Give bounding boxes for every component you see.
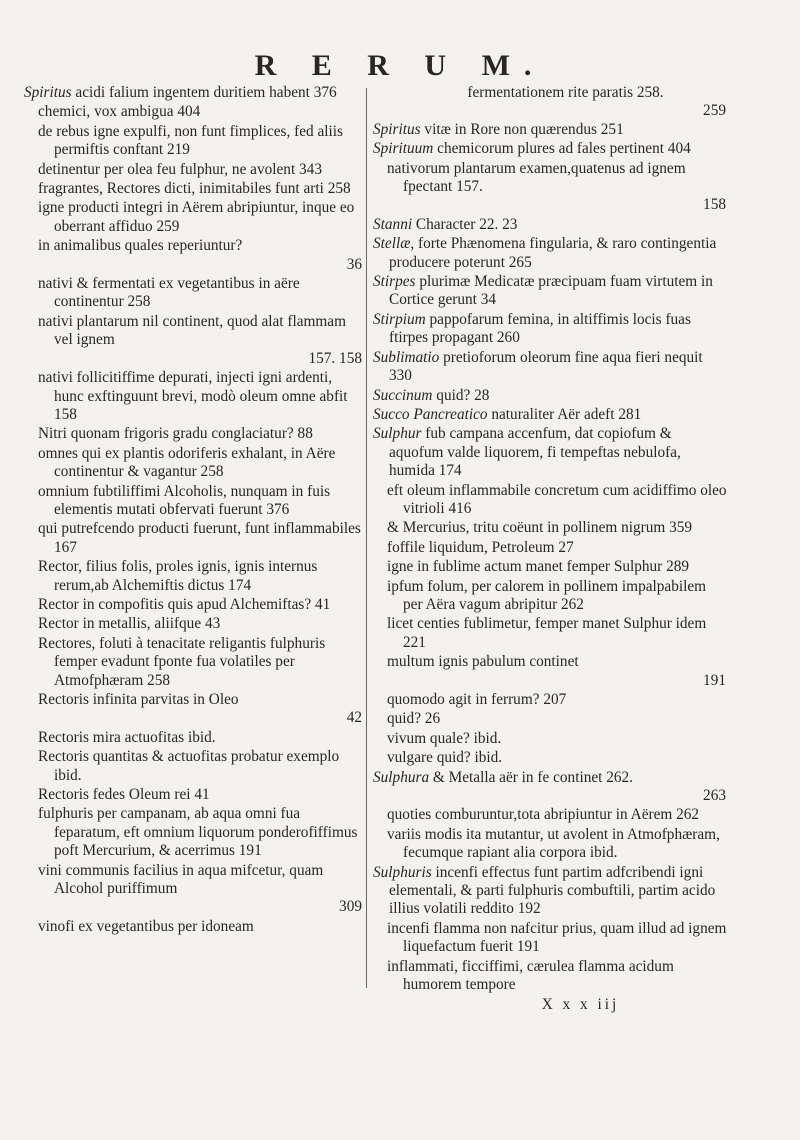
entry-lemma: Spirituum [373, 140, 434, 158]
entry-text: nativorum plantarum examen,quatenus ad ignem fpectant 157. [387, 159, 686, 196]
entry-text: igne producti integri in Aërem abripiuntur, inque eo oberrant affiduo 259 [38, 199, 355, 235]
entry-lemma: Sulphura [373, 768, 430, 786]
entry-text: vivum quale? ibid. [387, 729, 502, 747]
index-entry [373, 558, 728, 576]
index-entry [24, 369, 364, 424]
entry-lemma: Sulphuris [373, 863, 432, 881]
entry-text: Rectoris mira actuofitas ibid. [38, 728, 216, 746]
entry-text: vitæ in Rore non quærendus 251 [420, 120, 624, 138]
entry-text: chemici, vox ambigua 404 [38, 103, 201, 121]
entry-text: qui putrefcendo producti fuerunt, funt inflammabiles 167 [38, 520, 361, 556]
index-entry [24, 84, 364, 102]
index-entry [373, 769, 728, 806]
entry-text: quomodo agit in ferrum? 207 [387, 691, 567, 708]
index-entry [24, 199, 364, 236]
index-entry [24, 237, 364, 274]
entry-text: fermentationem rite paratis 258. [467, 84, 664, 101]
index-entry [24, 748, 364, 785]
index-entry [373, 84, 728, 121]
index-entry [373, 653, 728, 690]
entry-text: vulgare quid? ibid. [387, 749, 503, 767]
index-entry [24, 445, 364, 482]
entry-lemma: Stellæ [373, 235, 411, 253]
entry-text: Rector in metallis, aliifque 43 [38, 615, 221, 633]
index-entry [373, 578, 728, 615]
index-entry [24, 483, 364, 520]
entry-text: variis modis ita mutantur, ut avolent in Atmofphæram, fecumque rapiant alia corpora ibid. [387, 825, 720, 862]
entry-text: vinofi ex vegetantibus per idoneam [38, 917, 254, 935]
index-entry [373, 235, 728, 272]
signature-mark: X x x iij [541, 995, 620, 1013]
index-entry [373, 826, 728, 863]
entry-text: , forte Phænomena fingularia, & raro contingentia producere poterunt 265 [389, 235, 717, 271]
entry-text: naturaliter Aër adeft 281 [487, 405, 642, 423]
index-entry [24, 691, 364, 728]
index-entry [24, 180, 364, 198]
entry-lemma: Sulphur [373, 425, 422, 443]
entry-text: nativi plantarum nil continent, quod alat flammam vel ignem [38, 312, 346, 349]
entry-text: multum ignis pabulum continet [387, 653, 579, 671]
index-entry [373, 273, 728, 310]
entry-text: Rectoris infinita parvitas in Oleo [38, 691, 239, 708]
entry-lemma: Spiritus [24, 84, 72, 101]
index-entry [373, 140, 728, 158]
index-entry [24, 635, 364, 690]
index-entry [373, 749, 728, 767]
entry-text: chemicorum plures ad fales pertinent 404 [433, 140, 691, 158]
index-entry [373, 406, 728, 424]
index-entry [373, 482, 728, 519]
entry-text: Rectoris fedes Oleum rei 41 [38, 786, 210, 804]
index-entry [24, 615, 364, 633]
entry-text: omnium fubtiliffimi Alcoholis, nunquam in fuis elementis mutati obfervati fuerunt 376 [38, 482, 331, 518]
index-entry [373, 615, 728, 652]
entry-text: Nitri quonam frigoris gradu conglaciatur? 88 [38, 425, 313, 443]
entry-text: & Mercurius, tritu coëunt in pollinem nigrum 359 [387, 519, 693, 537]
page-reference: 259 [703, 102, 726, 120]
page-reference: 36 [346, 255, 362, 273]
entry-text: incenfi effectus funt partim adfcribendi igni elementali, & parti fulphuris combuftili, partim acido illius volatili reddito 192 [389, 863, 716, 918]
entry-text: Rector in compofitis quis apud Alchemiftas? 41 [38, 595, 331, 613]
index-entry [373, 958, 728, 995]
entry-text: omnes qui ex plantis odoriferis exhalant, in Aëre continentur & vagantur 258 [38, 444, 336, 481]
index-entry [373, 519, 728, 537]
entry-text: Rector, filius folis, proles ignis, ignis internus rerum,ab Alchemiftis dictus 174 [38, 558, 318, 594]
entry-text: plurimæ Medicatæ præcipuam fuam virtutem in Cortice gerunt 34 [389, 273, 713, 309]
index-entry [373, 864, 728, 919]
index-entry [24, 596, 364, 614]
index-entry [373, 387, 728, 405]
entry-text: nativi follicitiffime depurati, injecti igni ardenti, hunc exftinguunt brevi, modò oleum omne abfit 158 [38, 369, 348, 423]
running-head: R E R U M. [254, 49, 546, 82]
index-entry [373, 349, 728, 386]
entry-text: fub campana accenfum, dat copiofum & aquofum valde liquorem, fi tempeftas nebulofa, humida 174 [389, 425, 681, 480]
entry-text: pretioforum oleorum fine aqua fieri nequit 330 [389, 348, 703, 385]
page-reference: 42 [346, 709, 362, 727]
index-entry [24, 103, 364, 121]
index-entry [373, 121, 728, 139]
entry-text: quid? 26 [387, 710, 441, 728]
entry-text: in animalibus quales reperiuntur? [38, 237, 243, 255]
column-divider [366, 88, 367, 988]
entry-text: de rebus igne expulfi, non funt fimplices, fed aliis permiftis conftant 219 [38, 122, 344, 159]
entry-lemma: Succinum [373, 386, 433, 404]
page-reference: 191 [703, 671, 726, 689]
entry-lemma: Spiritus [373, 120, 421, 138]
entry-lemma: Stirpium [373, 310, 426, 328]
entry-text: licet centies fublimetur, femper manet Sulphur idem 221 [387, 615, 707, 651]
entry-text: foffile liquidum, Petroleum 27 [387, 538, 574, 556]
index-entry [24, 313, 364, 368]
index-entry [24, 786, 364, 804]
entry-lemma: Stirpes [373, 273, 416, 291]
index-entry [24, 918, 364, 936]
index-entry [373, 806, 728, 824]
index-entry [373, 539, 728, 557]
index-entry [373, 920, 728, 957]
entry-text: Character 22. 23 [412, 215, 518, 233]
index-entry [24, 520, 364, 557]
entry-text: fragrantes, Rectores dicti, inimitabiles funt arti 258 [38, 180, 351, 198]
entry-text: quoties comburuntur,tota abripiuntur in Aërem 262 [387, 806, 700, 824]
index-entry [24, 275, 364, 312]
index-entry [373, 216, 728, 234]
entry-text: & Metalla aër in fe continet 262. [429, 768, 633, 786]
entry-text: eft oleum inflammabile concretum cum acidiffimo oleo vitrioli 416 [387, 481, 727, 517]
entry-text: Rectores, foluti à tenacitate religantis fulphuris femper evadunt fponte fua volatiles per Atmofphæram 258 [38, 634, 326, 689]
entry-lemma: Sublimatio [373, 348, 440, 366]
entry-text: Rectoris quantitas & actuofitas probatur exemplo ibid. [38, 748, 340, 784]
index-entry [24, 558, 364, 595]
entry-text: pappofarum femina, in altiffimis locis fuas ftirpes propagant 260 [389, 310, 691, 347]
index-entry [24, 862, 364, 917]
entry-text: inflammati, ficciffimi, cærulea flamma acidum humorem tempore [387, 957, 674, 994]
right-column [373, 84, 728, 1014]
page-reference: 157. 158 [308, 349, 362, 367]
index-entry [24, 161, 364, 179]
page-reference: 158 [703, 196, 726, 214]
entry-text: incenfi flamma non nafcitur prius, quam illud ad ignem liquefactum fuerit 191 [387, 919, 727, 956]
index-entry [24, 729, 364, 747]
index-entry [24, 123, 364, 160]
index-entry [373, 311, 728, 348]
entry-lemma: Stanni [373, 215, 413, 233]
index-entry [24, 805, 364, 860]
left-column [24, 84, 364, 937]
entry-text: fulphuris per campanam, ab aqua omni fua feparatum, eft omnium liquorum ponderofiffimus poft Mercurium, & acerrimus 191 [38, 805, 358, 860]
entry-text: ipfum folum, per calorem in pollinem impalpabilem per Aëra vagum abripitur 262 [387, 577, 707, 613]
index-entry [24, 425, 364, 443]
entry-text: nativi & fermentati ex vegetantibus in aëre continentur 258 [38, 275, 300, 311]
entry-text: acidi falium ingentem duritiem habent 376 [71, 84, 337, 101]
index-entry [373, 160, 728, 215]
entry-text: quid? 28 [432, 386, 490, 404]
entry-text: detinentur per olea feu fulphur, ne avolent 343 [38, 160, 322, 178]
page-reference: 263 [703, 787, 726, 805]
entry-lemma: Succo Pancreatico [373, 405, 488, 423]
index-entry [373, 730, 728, 748]
entry-text: vini communis facilius in aqua mifcetur, quam Alcohol puriffimum [38, 861, 324, 898]
index-entry [373, 710, 728, 728]
index-entry [373, 425, 728, 480]
entry-text: igne in fublime actum manet femper Sulphur 289 [387, 558, 690, 576]
index-entry [373, 691, 728, 709]
page-reference: 309 [339, 898, 362, 916]
